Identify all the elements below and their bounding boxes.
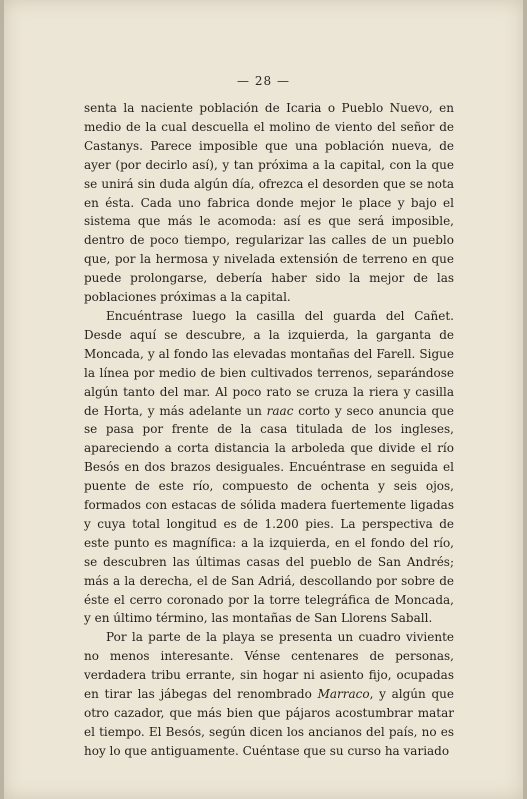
- paragraph-3: [84, 628, 454, 760]
- body-text: [84, 99, 454, 761]
- paragraph-3-text-a: Por la parte de la playa se presenta un cuadro viviente no menos interesante. Vénse centenares de personas, verdadera tribu errante, sin hogar ni asiento fijo, ocupadas en tirar las jábegas del renombrado: [84, 630, 454, 702]
- paragraph-3-italic-word: Marraco: [317, 687, 370, 702]
- paragraph-2: [84, 307, 454, 628]
- paragraph-2-italic-word: raac: [266, 403, 294, 418]
- paragraph-1: [84, 99, 454, 307]
- page-number: — 28 —: [237, 74, 290, 88]
- paragraph-1-text: senta la naciente población de Icaria o Pueblo Nuevo, en medio de la cual descuella el molino de viento del señor de Castanys. Parece imposible que una población nueva, de ayer (por decirlo así), y tan próxima a la capital, con la que se unirá sin duda algún día, ofrezca el desorden que se nota en ésta. Cada uno fabrica donde mejor le place y bajo el sistema que más le acomoda: así es que será imposible, dentro de poco tiempo, regularizar las calles de un pueblo que, por la hermosa y nivelada extensión de terreno en que puede prolongarse, debería haber sido la mejor de las poblaciones próximas a la capital.: [84, 101, 454, 305]
- paragraph-2-text-a: Encuéntrase luego la casilla del guarda del Cañet. Desde aquí se descubre, a la izquierda, la garganta de Moncada, y al fondo las elevadas montañas del Farell. Sigue la línea por medio de bien cultivados terrenos, separándose algún tanto del mar. Al poco rato se cruza la riera y casilla de Horta, y más adelante un: [84, 308, 454, 418]
- paragraph-3-text-b: , y algún que otro cazador, que más bien que pájaros acostumbrar matar el tiempo. El Besós, según dicen los ancianos del país, no es hoy lo que antiguamente. Cuéntase que su curso ha variado: [84, 687, 454, 758]
- paragraph-2-text-b: corto y seco anuncia que se pasa por frente de la casa titulada de los ingleses, apareciendo a corta distancia la arboleda que divide el río Besós en dos brazos desiguales. Encuéntrase en seguida el puente de este río, compuesto de ochenta y seis ojos, formados con estacas de sólida madera fuertemente ligadas y cuya total longitud es de 1.200 pies. La perspectiva de este punto es magnífica: a la izquierda, en el fondo del río, se descubren las últimas casas del pueblo de San Andrés; más a la derecha, el de San Adriá, descollando por sobre de éste el cerro coronado por la torre telegráfica de Moncada, y en último término, las montañas de San Llorens Saball.: [84, 403, 454, 626]
